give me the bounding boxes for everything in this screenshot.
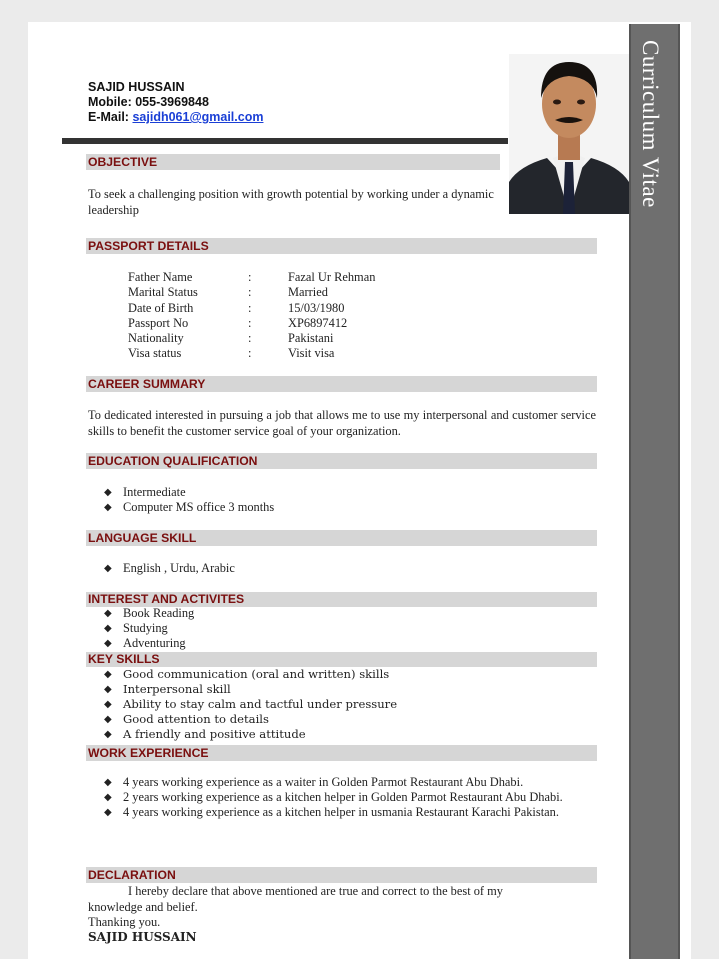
passport-label: Date of Birth <box>128 300 194 315</box>
passport-values <box>288 270 375 362</box>
list-item: ◆ 4 years working experience as a waiter in Golden Parmot Restaurant Abu Dhabi. <box>104 775 524 789</box>
work-list <box>104 775 574 820</box>
passport-label: Visa status <box>128 346 182 361</box>
list-item: ◆ 4 years working experience as a kitchen helper in usmania Restaurant Karachi Pakistan. <box>104 805 559 819</box>
list-item: ◆ Intermediate <box>104 485 186 499</box>
header-divider <box>62 138 508 144</box>
applicant-name: SAJID HUSSAIN <box>88 80 185 94</box>
section-language: LANGUAGE SKILL <box>86 530 597 546</box>
key-skills-list <box>104 667 397 742</box>
section-objective: OBJECTIVE <box>86 154 500 170</box>
career-summary-text: To dedicated interested in pursuing a job that allows me to use my interpersonal and customer service skills to benefit the customer service goal of your organization. <box>88 408 596 438</box>
diamond-bullet-icon: ◆ <box>104 669 112 680</box>
declaration-text: I hereby declare that above mentioned are true and correct to the best of my knowledge and belief. <box>88 884 503 914</box>
list-item: ◆ Book Reading <box>104 606 195 620</box>
list-item: ◆ Adventuring <box>104 636 186 650</box>
passport-sep: : <box>248 270 252 284</box>
passport-label: Passport No <box>128 315 189 330</box>
diamond-bullet-icon: ◆ <box>104 699 112 710</box>
section-work-experience: WORK EXPERIENCE <box>86 745 597 761</box>
list-item: ◆ Good communication (oral and written) skills <box>104 667 390 681</box>
objective-text: To seek a challenging position with growth potential by working under a dynamic leadership <box>88 187 494 217</box>
section-interests: INTEREST AND ACTIVITES <box>86 592 597 607</box>
diamond-bullet-icon: ◆ <box>104 807 112 818</box>
section-declaration: DECLARATION <box>86 867 597 883</box>
passport-sep: : <box>248 300 252 315</box>
diamond-bullet-icon: ◆ <box>104 792 112 803</box>
passport-sep: : <box>248 331 252 346</box>
section-passport: PASSPORT DETAILS <box>86 238 597 254</box>
profile-photo <box>509 54 629 214</box>
passport-value: Pakistani <box>288 331 334 346</box>
section-key-skills: KEY SKILLS <box>86 652 597 667</box>
list-item: ◆ English , Urdu, Arabic <box>104 561 235 575</box>
passport-value: Visit visa <box>288 346 335 361</box>
signature-name: SAJID HUSSAIN <box>88 930 197 944</box>
passport-sep: : <box>248 346 252 361</box>
declaration-thanks: Thanking you. <box>88 915 161 929</box>
language-list <box>104 561 235 576</box>
passport-sep: : <box>248 315 252 330</box>
email-label: E-Mail: <box>88 110 129 124</box>
list-item: ◆ Computer MS office 3 months <box>104 500 275 514</box>
diamond-bullet-icon: ◆ <box>104 638 112 649</box>
person-portrait-icon <box>509 54 629 214</box>
section-career-summary: CAREER SUMMARY <box>86 376 597 392</box>
list-item: ◆ A friendly and positive attitude <box>104 727 306 741</box>
passport-sep: : <box>248 285 252 300</box>
diamond-bullet-icon: ◆ <box>104 623 112 634</box>
diamond-bullet-icon: ◆ <box>104 563 112 574</box>
list-item: ◆ Ability to stay calm and tactful under pressure <box>104 697 398 711</box>
passport-value: Married <box>288 285 328 300</box>
list-item: ◆ Good attention to details <box>104 712 269 726</box>
sidebar-title: Curriculum Vitae <box>638 40 663 208</box>
diamond-bullet-icon: ◆ <box>104 487 112 498</box>
section-education: EDUCATION QUALIFICATION <box>86 453 597 469</box>
passport-label: Father Name <box>128 270 193 284</box>
email-line <box>88 110 263 124</box>
passport-value: 15/03/1980 <box>288 300 345 315</box>
passport-value: Fazal Ur Rehman <box>288 270 376 284</box>
passport-labels <box>128 270 198 362</box>
diamond-bullet-icon: ◆ <box>104 714 112 725</box>
diamond-bullet-icon: ◆ <box>104 608 112 619</box>
passport-separators <box>248 270 251 362</box>
diamond-bullet-icon: ◆ <box>104 777 112 788</box>
passport-label: Marital Status <box>128 285 198 300</box>
list-item: ◆ Studying <box>104 621 168 635</box>
diamond-bullet-icon: ◆ <box>104 502 112 513</box>
list-item: ◆ 2 years working experience as a kitchen helper in Golden Parmot Restaurant Abu Dhabi. <box>104 790 563 804</box>
diamond-bullet-icon: ◆ <box>104 684 112 695</box>
education-list <box>104 485 274 515</box>
email-link[interactable]: sajidh061@gmail.com <box>132 110 264 124</box>
mobile-number: Mobile: 055-3969848 <box>88 95 209 109</box>
passport-label: Nationality <box>128 331 184 346</box>
diamond-bullet-icon: ◆ <box>104 729 112 740</box>
list-item: ◆ Interpersonal skill <box>104 682 231 696</box>
interests-list <box>104 606 194 651</box>
passport-value: XP6897412 <box>288 315 348 330</box>
